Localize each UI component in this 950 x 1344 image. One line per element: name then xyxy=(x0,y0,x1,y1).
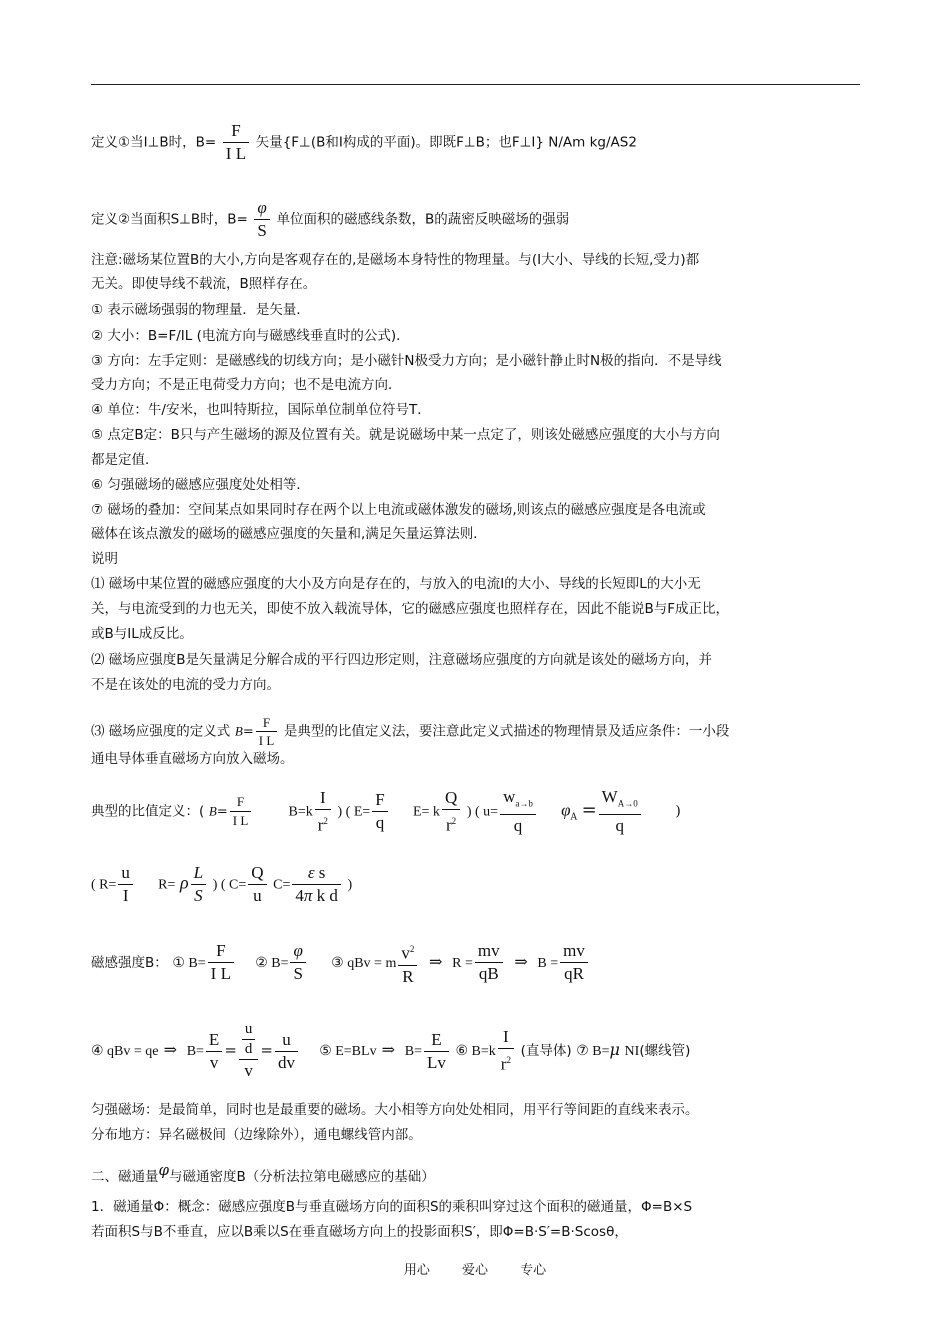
flux-line-2: 若面积S与B不垂直，应以B乘以S在垂直磁场方向上的投影面积S′，即Φ=B·S′=B·Scosθ， xyxy=(91,1224,628,1240)
heading-shuoming: 说明 xyxy=(91,551,118,567)
b-formulas-line: 磁感强度B： ① B= $\frac{F}{\text{I L}}$ ② B= $\frac{\varphi}{S}$ ③ qBv = m $\frac{v^2}{R}$ ⇒ R = $\frac{mv}{qB}$ ⇒ B = $\frac{mv}{qR}$ xyxy=(91,938,590,988)
explain-3a: ⑶ 磁场应强度的定义式 B= $\frac{F}{\text{I L}}$ 是典型的比值定义法，要注意此定义式描述的物理情景及适应条件：一小段 xyxy=(91,715,730,748)
point-5a: ⑤ 点定B定：B只与产生磁场的源及位置有关。就是说磁场中某一点定了，则该处磁感应强度的大小与方向 xyxy=(91,427,720,443)
uniform-field: 匀强磁场：是最简单，同时也是最重要的磁场。大小相等方向处处相同，用平行等间距的直线来表示。 xyxy=(91,1102,699,1118)
resistance-capacitance-line: ( R= $\frac{u}{I}$ R= ρ $\frac{L}{S}$ ) ( C= $\frac{Q}{u}$ C= $\frac{\text{ε s}}{\text{4π k d}}$ ) xyxy=(91,863,353,905)
point-5b: 都是定值． xyxy=(91,452,159,468)
typical-ratio-line: 典型的比值定义：( B= $\frac{F}{\text{I L}}$ B=k $\frac{I}{r^2}$ ) ( E= $\frac{F}{q}$ E= k $\frac{Q}{r^2}$ ) ( u= $\frac{w_{a\to b}}{q}$ $\varphi_A$ = $\frac{W_{A\to 0}}{q}$ ) xyxy=(91,787,681,836)
explain-1c: 或B与IL成反比。 xyxy=(91,626,193,642)
point-7a: ⑦ 磁场的叠加：空间某点如果同时存在两个以上电流或磁体激发的磁场,则该点的磁感应强度是各电流或 xyxy=(91,502,706,518)
point-2: ② 大小：B=F/IL (电流方向与磁感线垂直时的公式)． xyxy=(91,328,410,344)
section-2-heading: 二、磁通量φ与磁通密度B（分析法拉第电磁感应的基础） xyxy=(91,1161,435,1185)
formula-f-over-il: $\frac{F}{\text{I L}}$ xyxy=(223,120,249,165)
formula-f-over-il-small: $\frac{F}{\text{I L}}$ xyxy=(256,714,278,749)
explain-3c: 通电导体垂直磁场方向放入磁场。 xyxy=(91,751,294,767)
point-6: ⑥ 匀强磁场的磁感应强度处处相等． xyxy=(91,477,310,493)
point-7b: 磁体在该点激发的磁场的磁感应强度的矢量和,满足矢量运算法则． xyxy=(91,526,487,542)
distribution: 分布地方：异名磁极间（边缘除外），通电螺线管内部。 xyxy=(91,1127,422,1143)
point-3a: ③ 方向：左手定则：是磁感线的切线方向；是小磁针N极受力方向；是小磁针静止时N极的指向．不是导线 xyxy=(91,353,722,369)
definition-1: 定义①当I⊥B时，B= $\frac{F}{\text{I L}}$ 矢量{F⊥(B和I构成的平面)。即既F⊥B；也F⊥I} N/Am kg/AS2 xyxy=(91,121,637,163)
point-4: ④ 单位：牛/安米，也叫特斯拉，国际单位制单位符号T． xyxy=(91,402,431,418)
header-rule xyxy=(91,84,860,85)
b-formulas-line-2: ④ qBv = qe ⇒ B= $\frac{E}{v}$ = $\frac{\frac{u}{d}}{v}$ = $\frac{u}{dv}$ ⑤ E=BLv ⇒ B= $\frac{E}{Lv}$ ⑥ B=k $\frac{I}{r^2}$ (直导体) ⑦ B=μ NI(螺线管) xyxy=(91,1021,691,1080)
note-line-1: 注意:磁场某位置B的大小,方向是客观存在的,是磁场本身特性的物理量。与(I大小、导线的长短,受力)都 xyxy=(91,252,700,268)
explain-1a: ⑴ 磁场中某位置的磁感应强度的大小及方向是存在的，与放入的电流I的大小、导线的长短即L的大小无 xyxy=(91,576,701,592)
point-3b: 受力方向；不是正电荷受力方向；也不是电流方向． xyxy=(91,377,402,393)
explain-1b: 关，与电流受到的力也无关，即使不放入载流导体，它的磁感应强度也照样存在，因此不能说B与F成正比， xyxy=(91,601,730,617)
definition-2: 定义②当面积S⊥B时，B= $\frac{\varphi}{S}$ 单位面积的磁感线条数，B的蔬密反映磁场的强弱 xyxy=(91,198,570,240)
page-footer: 用心 爱心 专心 xyxy=(403,1263,547,1278)
explain-2b: 不是在该处的电流的受力方向。 xyxy=(91,677,280,693)
note-line-2: 无关。即使导线不载流，B照样存在。 xyxy=(91,276,317,292)
point-1: ① 表示磁场强弱的物理量．是矢量． xyxy=(91,302,310,318)
formula-phi-over-s: $\frac{\varphi}{S}$ xyxy=(254,197,269,242)
flux-line-1: 1．磁通量Φ：概念：磁感应强度B与垂直磁场方向的面积S的乘积叫穿过这个面积的磁通量，Φ=B×S xyxy=(91,1199,693,1215)
explain-2a: ⑵ 磁场应强度B是矢量满足分解合成的平行四边形定则，注意磁场应强度的方向就是该处的磁场方向，并 xyxy=(91,652,713,668)
